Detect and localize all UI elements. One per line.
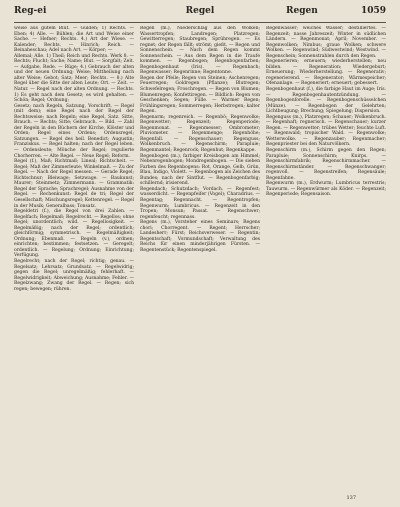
entry-paragraph: Regenbogenhaut (f.), die farbige Haut im Auge; Iris. — Regenbogenhautentzündung. — Regenbogenforelle. — Regenbogenschüsselchen (Münze). — Regenbogen der Gelehrten; Lichtbeugung; Brechung; Spiegelung; Dispersion. (266, 87, 386, 115)
running-header (14, 6, 386, 20)
entry-paragraph: Regenerieren; erneuern; wiederherstellen; neu bilden. — Regeneration; Wiedergeburt; Erneuerung; Wiederherstellung. — Regenerativ; regenerierend. — Regenerator; Wärmespeicher; Ofenanlage. — Regeneriert; erneuert; gebessert. (266, 59, 386, 87)
entry-paragraph: Regen (m.), Niederschlag aus den Wolken; Wassertropfen; Landregen; Platzregen; Gewitterregen; Staubregen; Sprühregen. — Es regnet; der Regen fällt; strömt; gießt. — Regen und Sonnenschein. — Nach dem Regen kommt Sonnenschein. — Aus dem Regen in die Traufe kommen. — Regenbogen; Regenbogenfarben; Regenbogenhaut (Iris). — Regenbach; Regenwasser; Regenrinne; Regentonne. (140, 26, 260, 76)
column-3 (266, 26, 386, 494)
entry-paragraph: Regenbogen (m.), farbiger Kreisbogen am Himmel; Nebenregenbogen; Mondregenbogen. — Die sieben Farben des Regenbogens: Rot, Orange, Gelb, Grün, Blau, Indigo, Violett. — Regenbogen als Zeichen des Bundes; nach der Sintflut. — Regenbogenfarbig; schillernd; irisierend. (140, 153, 260, 187)
header-center-word: Regel (185, 6, 215, 16)
entry-paragraph: Regenwasser; weiches Wasser; destilliertes. — Regenzeit; nasse Jahreszeit; Winter in südlichen Ländern. — Regenmonat; April; November. — Regenwolken; Nimbus; graue Wolken; schwere Wolken. — Regenwind; Südwestwind; Westwind. — Regenschein; Sonnenstrahlen durch den Regen. (266, 26, 386, 59)
entry-paragraph: Gesetz; nach Regeln, Satzung, Vorschrift. — Regel (mit dem); eine Regel nach der Regel der Rechtsweise; nach Regeln; eine Regel, Satz. Sitte, Brauch. — Rechts; Sitte; Gebrauch. — Bild. — Zahl der Regeln in den Büchern der Kirche, Klöster und Orden; Regel eines Ordens; Ordensregel; Satzungen. — Regel des heil. Benedict; Augustin; Franziskus. — Regel halten; nach der Regel leben. — Ordensleute; Mönche der Regel; regulierte Chorherren. — Alte Regel. — Neue Regel; Reform. (14, 103, 134, 159)
entry-paragraph: Regelrecht; nach der Regel; richtig; genau. — Regelsatz; Lehrsatz; Grundsatz. — Regelwidrig; gegen die Regel; unregelmäßig; fehlerhaft. — Regelwidrigkeit; Abweichung; Ausnahme; Fehler. — Regelzwang; Zwang der Regel. — Regen; sich regen; bewegen; rühren. (14, 258, 134, 292)
header-rule (14, 22, 386, 23)
entry-paragraph: Regendach; Schutzdach; Vordach. — Regenfest; wasserdicht. — Regenpfeifer (Vogel); Charadrius. — Regentag; Regennacht. — Regentropfen; Regenwurm; Lumbricus. — Regenzeit in den Tropen; Monsun; Passat. — Regenschwer; regenfeucht; regennass. (140, 186, 260, 220)
entry-paragraph: Allemal; Alle. 1) Theil; Reich und Rechts. Werk 8. — Rechts; Flucht; Sache; Name; Blut. — Sorgfalt; Zeit. — Aufgabe, Rede. — Rüge; 4.) Gebrauch der alten und der neuen Ordnung; Weise; Mittheilung nach alter Weise; Gebot; Satz; Meer; Rechts. — 8.) Alte Regel über die Sitte der alten Leute; Ort. — Zeit. — Natur. — Regel nach der alten Ordnung. — Rechts. 1) Es geht nach dem Gesetz; es wird gehalten. — Schön; Regel; Ordnung; (14, 53, 134, 104)
printer-signature: 137 (346, 495, 356, 501)
entry-paragraph: Regenarm; regenreich. — Regenbö; Regenwolke; Regenwetter; Regenzeit; Regenperiode; Regenmonat. — Regenmesser; Ombrometer; Pluviometer. — Regenmenge; Regenhöhe; Regenfall. — Regenschauer; Regenguss; Wolkenbruch. — Regenschirm; Parapluie; Regenmantel; Regenrock; Regenhut; Regenkappe. (140, 114, 260, 154)
page-number: 1059 (360, 6, 386, 16)
entry-paragraph: Regens (m.), Vorsteher eines Seminars; Regens chori; Chorregent. — Regent; Herrscher; Landesherr; Fürst; Reichsverweser. — Regentin; Regentschaft; Vormundschaft; Verwaltung des Reichs für einen minderjährigen Fürsten. — Regentenstück; Regentenspiegel. (140, 220, 260, 253)
text-columns (14, 26, 386, 494)
entry-paragraph: Regenguss (m.), Platzregen; Schauer; Wolkenbruch. — Regenhaft; regnerisch. — Regenschauer; kurzer Regen. — Regenwetter; trübes Wetter; feuchte Luft. — Regenwald; tropischer Wald. — Regenwolke; Wetterwolke. — Regenzauber; Regenmacher; Regenpriester bei den Naturvölkern. (266, 114, 386, 148)
entry-paragraph: Regeldetri (f.), die Regel von drei Zahlen. — Regelfach; Regelmaß; Regelrecht. — Regellos; ohne Regel; unordentlich; wild. — Regellosigkeit. — Regelmäßig; nach der Regel; ordentlich; gleichförmig; symmetrisch. — Regelmäßigkeit; Ordnung; Ebenmaß. — Regeln (v.), ordnen; einrichten; bestimmen; festsetzen. — Geregelt; ordentlich. — Regelung; Ordnung; Einrichtung; Verfügung. (14, 209, 134, 259)
entry-paragraph: Regenwurm (m.), Erdwurm; Lumbricus terrestris; Tauwurm. — Regenwürmer als Köder. — Regenzeit; Regenperiode; Regensaison. (266, 181, 386, 198)
entry-paragraph: Regenschirm (m.), Schirm gegen den Regen; Parapluie; Sonnenschirm; Knirps. — Regenschirmfabrik; Regenschirmmacher. — Regenschirmständer. — Regenschwanger; regenvoll. — Regenstreifen; Regensäule; Regenfahne. (266, 148, 386, 181)
header-right-group (266, 6, 386, 16)
entry-paragraph: weise aus gutem Blut. — Gülden; 1) Rechts. — Eben; 4) Alle. — Bühlen; die Art und Weise einer Sache. — Hefner; Rechts. 4.) Art der Wiese. — Kalender; Rechts. — Hinrich; Reich. — Beinaheschau; Adel nach Art. — Körper; — (14, 26, 134, 54)
header-left-word: Reg-ei (14, 6, 47, 16)
entry-paragraph: Regel (f.), Maß; Richtmaß; Lineal; Richtscheit. — Regel; Maß der Zimmerleute; Winkelmaß. — Zu der Regel. — Nach der Regel messen. — Gerade Regel; Richtschnur; Bleiwage; Setzwage. — Baukunst; Maurer; Steinmetz; Zimmermann. — Grammatik: Regel der Sprache; Sprachregel; Ausnahme von der Regel. — Rechenkunst: Regel de tri; Regel der Gesellschaft; Mischungsregel; Kettenregel. — Regel in der Musik; Generalbass; Tonsatz. (14, 159, 134, 209)
column-2 (140, 26, 260, 494)
header-right-word: Regen (286, 6, 318, 16)
column-1 (14, 26, 134, 494)
entry-paragraph: Regen der Pfeile; Regen von Steinen; Aschenregen; Feuerregen; Goldregen (Pflanze); Blutregen; Schwefelregen; Froschregen. — Regen von Blumen; Blumenregen; Konfettiregen. — Bildlich: Regen von Geschenken; Segen; Fülle. — Warmer Regen; Frühlingsregen; Sommerregen; Herbstregen; kalter Regen. (140, 75, 260, 115)
